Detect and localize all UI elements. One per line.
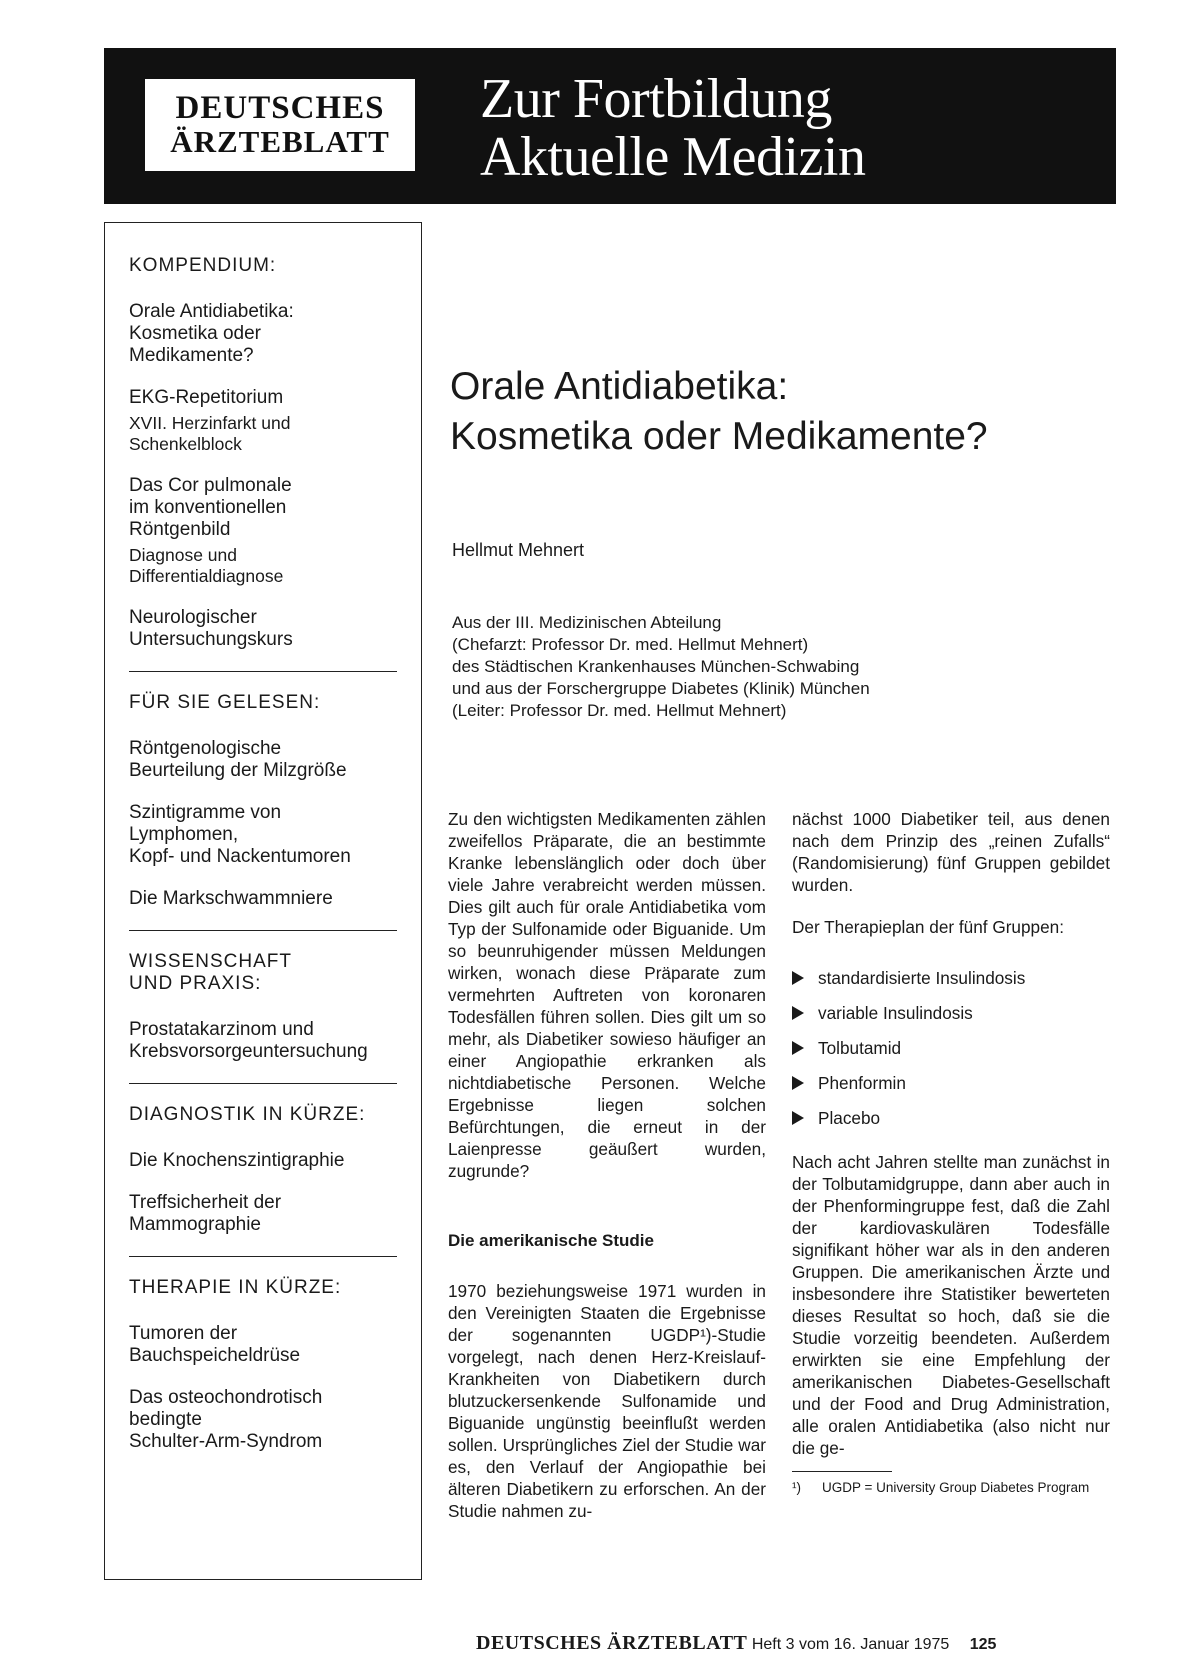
footer-issue: Heft 3 vom 16. Januar 1975 <box>751 1636 950 1653</box>
body-paragraph: Der Therapieplan der fünf Gruppen: <box>792 917 1064 937</box>
author-affiliation <box>452 612 870 722</box>
list-item-label: standardisierte Insulindosis <box>818 967 1026 988</box>
sidebar-item <box>129 802 414 868</box>
sidebar-item <box>129 607 414 651</box>
affiliation-line: und aus der Forschergruppe Diabetes (Klinik) München <box>452 679 870 698</box>
body-paragraph: nächst 1000 Diabetiker teil, aus denen nach dem Prinzip des „reinen Zufalls“ (Randomisierung) fünf Gruppen gebildet wurden. <box>792 809 1110 895</box>
sidebar-item <box>129 1323 414 1367</box>
affiliation-line: des Städtischen Krankenhauses München-Schwabing <box>452 657 860 676</box>
masthead-bar <box>104 48 1116 204</box>
sidebar-item-title: EKG-Repetitorium <box>129 387 284 408</box>
affiliation-line: Aus der III. Medizinischen Abteilung <box>452 613 722 632</box>
list-item <box>792 1030 1110 1065</box>
triangle-bullet-icon <box>792 1006 804 1020</box>
body-paragraph: 1970 beziehungsweise 1971 wurden in den Vereinigten Staaten die Ergebnisse der sogenannten UGDP¹)-Studie vorgelegt, nach denen Herz-Kreislauf-Krankheiten von Diabetikern durch blutzuckersenkende Sulfonamide und Biguanide ungünstig beeinflußt werden sollen. Ursprüngliches Ziel der Studie war es, den Verlauf der Angiopathie bei älteren Diabetikern zu erforschen. An der Studie nahmen zu- <box>448 1281 766 1521</box>
triangle-bullet-icon <box>792 1076 804 1090</box>
sidebar-section-heading: DIAGNOSTIK IN KÜRZE: <box>129 1104 366 1125</box>
footer-magazine-name: DEUTSCHES ÄRZTEBLATT <box>476 1632 748 1654</box>
sidebar-section-heading: THERAPIE IN KÜRZE: <box>129 1277 342 1298</box>
section-divider <box>129 1083 397 1084</box>
list-item-label: variable Insulindosis <box>818 1002 973 1023</box>
contents-list <box>129 255 414 1473</box>
magazine-logo <box>142 76 418 174</box>
section-title-line-1: Zur Fortbildung <box>480 68 832 130</box>
list-item <box>792 1065 1110 1100</box>
sidebar-item <box>129 1150 414 1172</box>
footnote-divider <box>792 1471 892 1472</box>
sidebar-item <box>129 1019 414 1063</box>
body-paragraph: Nach acht Jahren stellte man zunächst in der Tolbutamidgruppe, dann aber auch in der Phenformingruppe fest, daß die Zahl der kardiovaskulären Todesfälle signifikant höher war als in den anderen Gruppen. Die amerikanischen Ärzte und insbesondere ihre Statistiker bewerteten dieses Resultat so hoch, daß sie die Studie vorzeitig beendeten. Außerdem erwirkten sie eine Empfehlung der amerikanischen Diabetes-Gesellschaft und der Food and Drug Administration, alle oralen Antidiabetika (also nicht nur die ge- <box>792 1152 1110 1458</box>
sidebar-section-heading: KOMPENDIUM: <box>129 255 277 276</box>
list-item <box>792 1100 1110 1135</box>
sidebar-item-title: Das osteochondrotisch bedingte Schulter-Arm-Syndrom <box>129 1387 323 1452</box>
sidebar-item <box>129 1387 414 1453</box>
sidebar-item <box>129 738 414 782</box>
sidebar-item <box>129 475 414 587</box>
sidebar-item-title: Röntgenologische Beurteilung der Milzgröße <box>129 738 347 781</box>
triangle-bullet-icon <box>792 1041 804 1055</box>
sidebar-item-title: Szintigramme von Lymphomen, Kopf- und Nackentumoren <box>129 802 351 867</box>
list-item-label: Phenformin <box>818 1072 906 1093</box>
sidebar-item-title: Das Cor pulmonale im konventionellen Röntgenbild <box>129 475 292 540</box>
list-item-label: Placebo <box>818 1107 881 1128</box>
affiliation-line: (Chefarzt: Professor Dr. med. Hellmut Mehnert) <box>452 635 809 654</box>
list-item <box>792 995 1110 1030</box>
triangle-bullet-icon <box>792 971 804 985</box>
sidebar-item-title: Treffsicherheit der Mammographie <box>129 1192 282 1235</box>
sidebar-item-title: Prostatakarzinom und Krebsvorsorgeuntersuchung <box>129 1019 368 1062</box>
contents-sidebar <box>104 222 422 1580</box>
sidebar-item-title: Die Knochenszintigraphie <box>129 1150 345 1171</box>
sidebar-item-title: Orale Antidiabetika: Kosmetika oder Medikamente? <box>129 301 294 366</box>
section-title <box>480 70 865 186</box>
sidebar-item <box>129 1192 414 1236</box>
body-paragraph: Zu den wichtigsten Medikamenten zählen zweifellos Präparate, die an bestimmte Kranke lebenslänglich oder doch über viele Jahre verabreicht werden müssen. Dies gilt auch für orale Antidiabetika vom Typ der Sulfonamide oder Biguanide. Um so beunruhigender müssen Meldungen wirken, wonach diese Präparate zum vermehrten Auftreten von koronaren Todesfällen führen sollen. Dies gilt um so mehr, als Diabetiker sowieso häufiger an einer Angiopathie erkranken als nichtdiabetische Personen. Welche Ergebnisse liegen solchen Befürchtungen, die erneut in der Laienpresse geäußert wurden, zugrunde? <box>448 809 766 1181</box>
article-title-line-1: Orale Antidiabetika: <box>450 365 789 408</box>
sidebar-item <box>129 888 414 910</box>
logo-line-1: DEUTSCHES <box>175 90 385 126</box>
page-number: 125 <box>969 1636 997 1653</box>
sidebar-section-heading: FÜR SIE GELESEN: <box>129 692 321 713</box>
sidebar-section-heading: WISSENSCHAFT UND PRAXIS: <box>129 951 292 994</box>
sidebar-item <box>129 387 414 455</box>
sidebar-item <box>129 301 414 367</box>
sidebar-item-title: Neurologischer Untersuchungskurs <box>129 607 293 650</box>
section-divider <box>129 671 397 672</box>
page-footer <box>476 1632 996 1655</box>
section-divider <box>129 930 397 931</box>
list-item <box>792 960 1110 995</box>
article-column-1 <box>448 808 766 1522</box>
sidebar-item-subtitle: Diagnose und Differentialdiagnose <box>129 545 284 586</box>
affiliation-line: (Leiter: Professor Dr. med. Hellmut Mehnert) <box>452 701 787 720</box>
section-divider <box>129 1256 397 1257</box>
sidebar-item-subtitle: XVII. Herzinfarkt und Schenkelblock <box>129 413 291 454</box>
section-title-line-2: Aktuelle Medizin <box>480 126 866 188</box>
article-title <box>450 362 988 462</box>
triangle-bullet-icon <box>792 1111 804 1125</box>
subheading: Die amerikanische Studie <box>448 1231 654 1250</box>
sidebar-item-title: Tumoren der Bauchspeicheldrüse <box>129 1323 301 1366</box>
list-item-label: Tolbutamid <box>818 1037 902 1058</box>
sidebar-item-title: Die Markschwammniere <box>129 888 333 909</box>
logo-line-2: ÄRZTEBLATT <box>170 124 390 159</box>
article-author: Hellmut Mehnert <box>452 540 585 560</box>
footnote-text: UGDP = University Group Diabetes Program <box>822 1480 1090 1495</box>
therapy-group-list <box>792 960 1110 1135</box>
article-column-2 <box>792 808 1110 1496</box>
footnote <box>792 1480 1110 1496</box>
footnote-mark: ¹) <box>792 1480 801 1495</box>
article-title-line-2: Kosmetika oder Medikamente? <box>450 415 988 458</box>
